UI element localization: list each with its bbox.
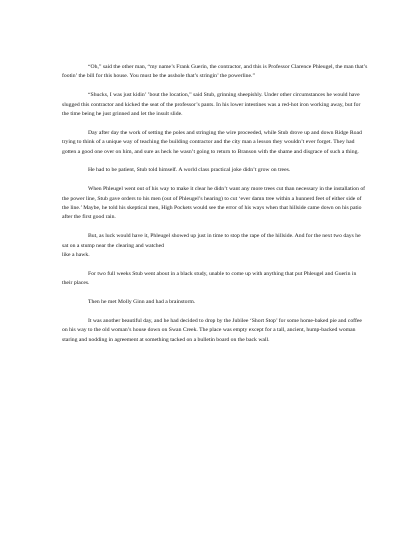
- paragraph: Day after day the work of setting the poles and stringing the wire proceeded, while Stub drove up and down Ridge Road trying to think of a unique way of teaching the building contractor and the city man a lesson they wouldn’t ever forget. They had gotten a good one over on him, and sure as heck he wasn’t going to return to Branson with the shame and disgrace of such a thing.: [62, 129, 362, 155]
- paragraph: Then he met Molly Ginn and had a brainstorm.: [88, 299, 196, 306]
- paragraph: “Shucks, I was just kidin’ ’bout the location,” said Stub, grinning sheepishly. Under other circumstances he would have slugged this contractor and kicked the seat of the professor’s pants. In his lower intestines was a red-hot iron working away, but for the time being he just grinned and let the insult slide.: [62, 92, 361, 118]
- paragraph: But, as luck would have it, Phleugel showed up just in time to stop the rape of the hillside. And for the next two days he sat on a stump near the clearing and watched: [62, 233, 361, 249]
- paragraph: For two full weeks Stub went about in a black study, unable to come up with anything that put Phleugel and Guerin in their places.: [62, 270, 357, 287]
- paragraph: When Phleugel went out of his way to make it clear he didn’t want any more trees cut than necessary in the installation of the power line, Stub gave orders to his men (out of Phleugel’s hearing) to cut ‘ever damn tree within a hunnerd feet of either side of the line.’ Maybe, he told his skeptical men, High Pockets would see the error of his ways when that hillside came down on his patio after the first good rain.: [62, 186, 366, 221]
- paragraph: “Oh,” said the other man, “my name’s Frank Guerin, the contractor, and this is Professor Clarence Phleugel, the man that’s footin’ the bill for this house. You must be the asshole that’s stringin’ the powerline.”: [62, 64, 368, 80]
- paragraph: He had to be patient, Stub told himself. A world class practical joke didn’t grow on trees.: [88, 167, 291, 174]
- paragraph: It was another beautiful day, and he had decided to drop by the Jubilee ‘Short Stop’ for some home-baked pie and coffee on his way to the old woman’s house down on Swan Creek. The place was empty except for a tall, ancient, hump-backed woman staring and nodding in agreement at something tacked on a bulletin board on the back wall.: [62, 317, 362, 343]
- paragraph-continuation: like a hawk.: [62, 252, 90, 259]
- body-text: [62, 63, 368, 354]
